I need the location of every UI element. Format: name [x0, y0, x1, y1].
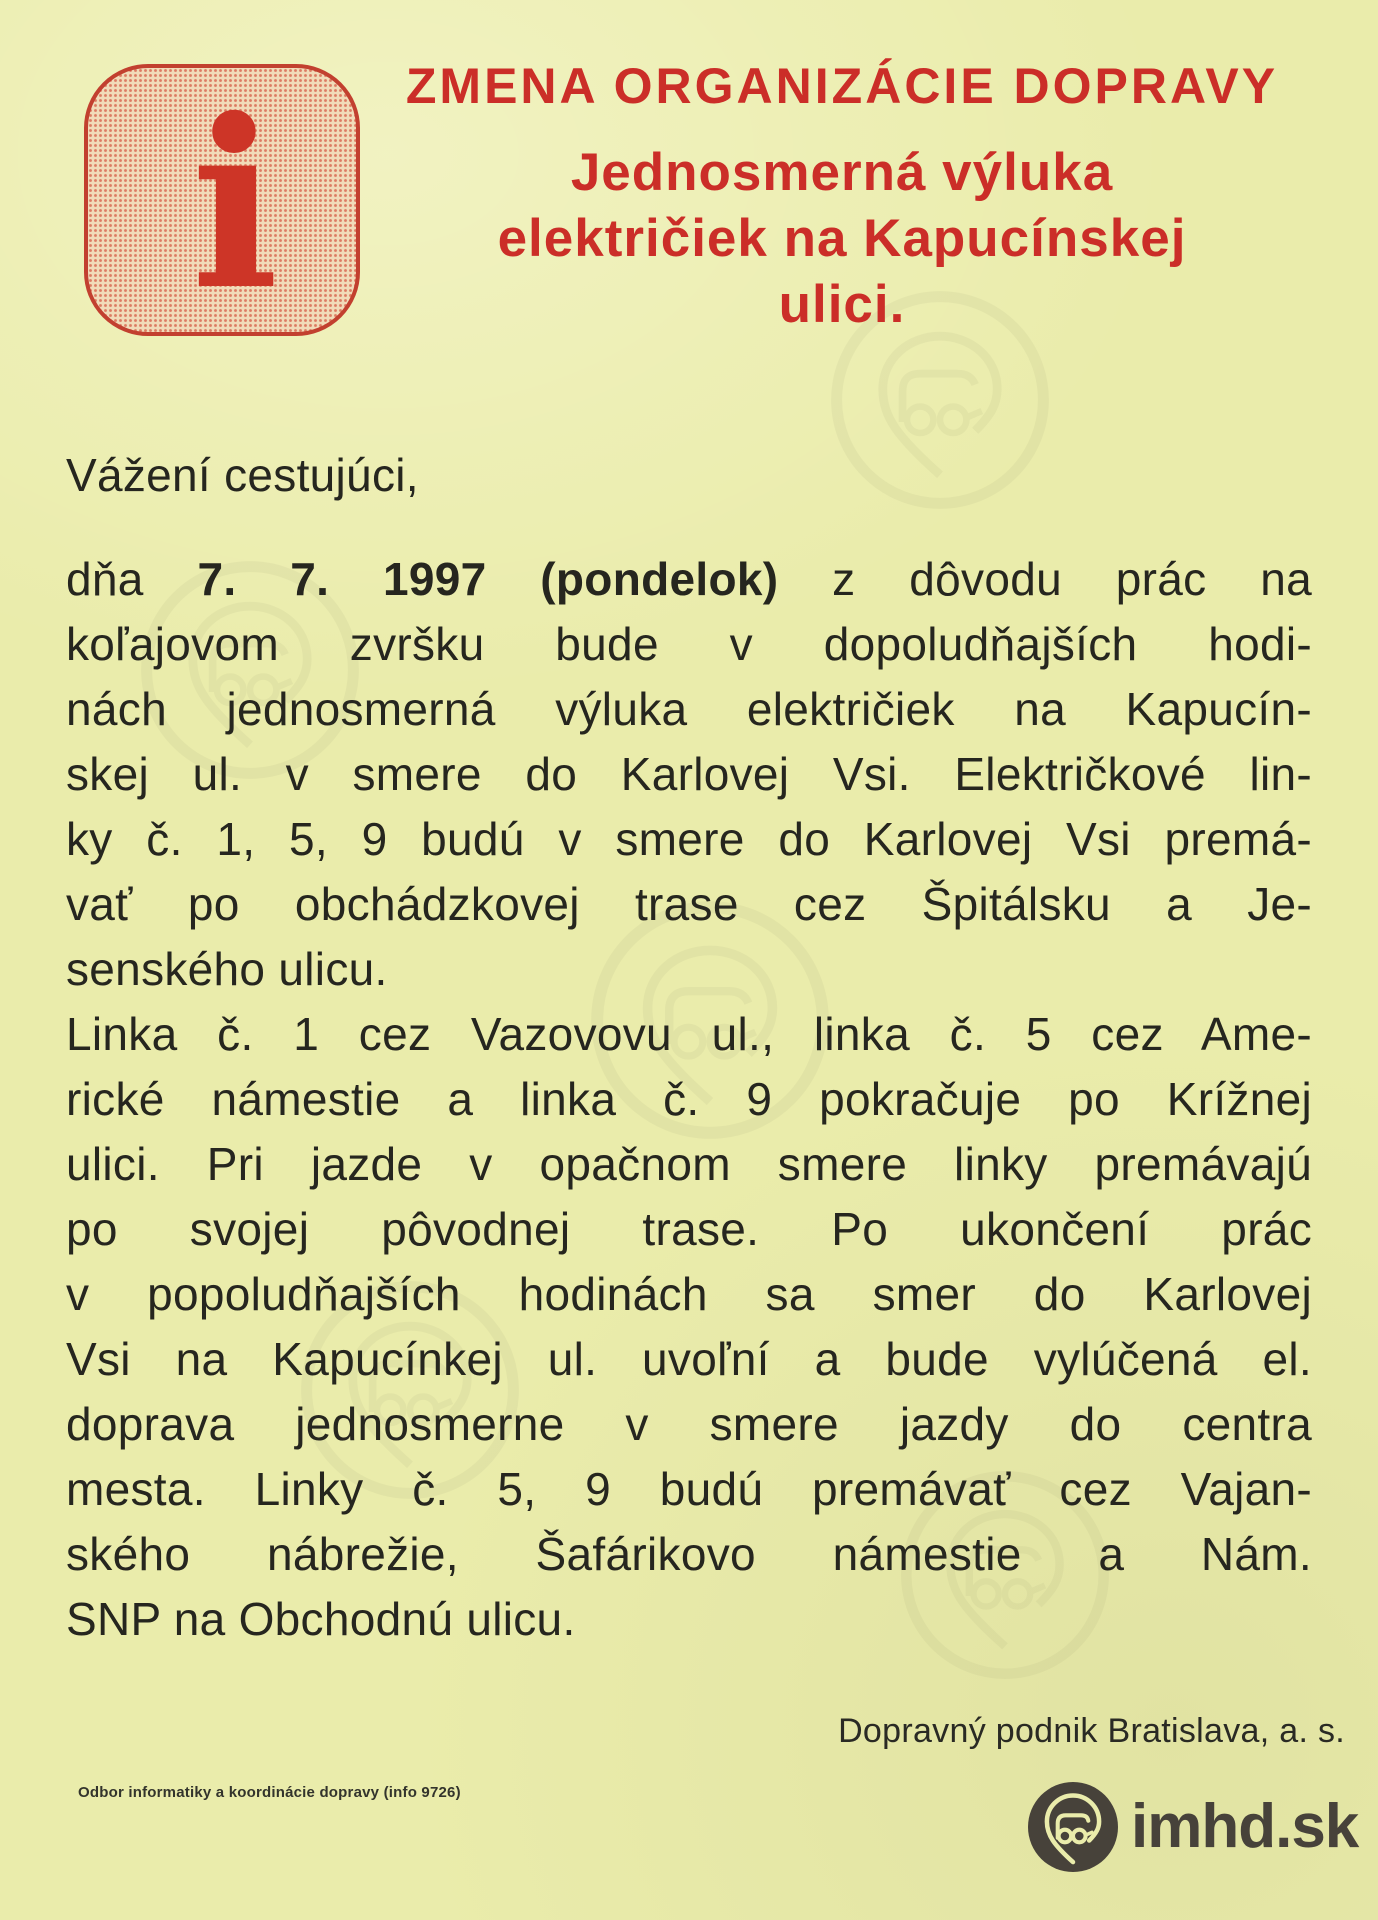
date-line-prefix: dňa — [66, 553, 198, 605]
header — [368, 58, 1316, 338]
date-emphasis: 7. 7. 1997 (pondelok) — [197, 553, 779, 605]
salutation: Vážení cestujúci, — [66, 449, 419, 501]
body-line: v popoludňajších hodinách sa smer do Karlovej — [66, 1268, 1312, 1320]
info-icon — [84, 64, 360, 341]
subtitle-line: električiek na Kapucínskej — [497, 209, 1187, 268]
body-line: rické námestie a linka č. 9 pokračuje po Krížnej — [66, 1073, 1312, 1125]
body-line — [66, 547, 1312, 612]
body-line: mesta. Linky č. 5, 9 budú premávať cez Vajan- — [66, 1463, 1312, 1515]
company-signature: Dopravný podnik Bratislava, a. s. — [838, 1712, 1345, 1750]
body-line: SNP na Obchodnú ulicu. — [66, 1593, 576, 1645]
paragraph-2 — [66, 1002, 1312, 1652]
body-line: skej ul. v smere do Karlovej Vsi. Električkové lin- — [66, 748, 1312, 800]
subtitle-line: ulici. — [778, 275, 906, 334]
body-line: koľajovom zvršku bude v dopoludňajších hodi- — [66, 618, 1312, 670]
body-line: po svojej pôvodnej trase. Po ukončení prác — [66, 1203, 1312, 1255]
body-line: ky č. 1, 5, 9 budú v smere do Karlovej Vsi premá- — [66, 813, 1312, 865]
body-line: Linka č. 1 cez Vazovovu ul., linka č. 5 cez Ame- — [66, 1008, 1312, 1060]
body-line: vať po obchádzkovej trase cez Špitálsku a Je- — [66, 878, 1312, 930]
notice-title: ZMENA ORGANIZÁCIE DOPRAVY — [405, 58, 1279, 114]
body-line: Vsi na Kapucínkej ul. uvoľní a bude vylúčená el. — [66, 1333, 1312, 1385]
info-icon-letter: i — [190, 68, 280, 341]
paragraph-1 — [66, 547, 1312, 1002]
body-line: nách jednosmerná výluka električiek na Kapucín- — [66, 683, 1312, 735]
body-line: ulici. Pri jazde v opačnom smere linky premávajú — [66, 1138, 1312, 1190]
date-line-suffix: z dôvodu prác na — [778, 553, 1313, 605]
notice-body — [66, 443, 1312, 1652]
body-line: ského nábrežie, Šafárikovo námestie a Nám. — [66, 1528, 1312, 1580]
body-line: doprava jednosmerne v smere jazdy do centra — [66, 1398, 1312, 1450]
body-line: senského ulicu. — [66, 943, 388, 995]
subtitle-line: Jednosmerná výluka — [570, 143, 1114, 202]
notice-subtitle — [368, 140, 1316, 338]
department-note: Odbor informatiky a koordinácie dopravy (info 9726) — [78, 1784, 461, 1801]
imhd-logo — [1028, 1782, 1358, 1872]
imhd-logo-icon — [1028, 1782, 1118, 1872]
imhd-logo-text: imhd.sk — [1131, 1792, 1359, 1861]
